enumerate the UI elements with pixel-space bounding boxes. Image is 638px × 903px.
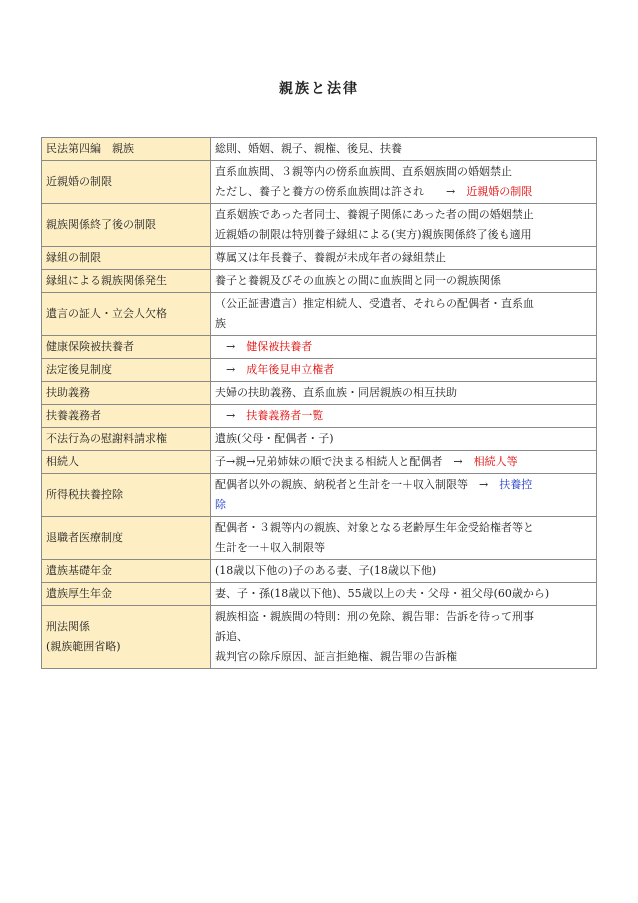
value-line — [215, 205, 592, 225]
row-label — [42, 138, 211, 161]
row-value — [211, 428, 597, 451]
row-label — [42, 270, 211, 293]
row-label-text: 民法第四編 親族 — [46, 142, 134, 155]
table-row — [42, 517, 597, 560]
value-line — [215, 452, 592, 472]
row-label — [42, 560, 211, 583]
value-text: 配偶者・３親等内の親族、対象となる老齢厚生年金受給権者等と — [215, 521, 534, 534]
value-text: 訴追、 — [215, 630, 248, 643]
table-row — [42, 405, 597, 428]
row-label-text: 相続人 — [46, 455, 79, 468]
value-line — [215, 337, 592, 357]
row-value — [211, 606, 597, 669]
row-value — [211, 451, 597, 474]
value-text: 直系姻族であった者同士、養親子関係にあった者の間の婚姻禁止 — [215, 208, 534, 221]
table-row — [42, 474, 597, 517]
row-label — [42, 517, 211, 560]
row-label — [42, 583, 211, 606]
row-label-text: 縁組の制限 — [46, 251, 101, 264]
reference-link[interactable]: 除 — [215, 498, 226, 511]
table-row — [42, 293, 597, 336]
value-text: 生計を一＋収入制限等 — [215, 541, 325, 554]
table-row — [42, 161, 597, 204]
row-label-text: 近親婚の制限 — [46, 175, 112, 188]
row-label — [42, 293, 211, 336]
row-label-text: 不法行為の慰謝料請求権 — [46, 432, 167, 445]
row-value — [211, 474, 597, 517]
value-line — [215, 225, 592, 245]
value-line — [215, 518, 592, 538]
row-label-text: 所得税扶養控除 — [46, 488, 123, 501]
value-line — [215, 429, 592, 449]
row-label — [42, 606, 211, 669]
row-label — [42, 359, 211, 382]
value-text: 子→親→兄弟姉妹の順で決まる相続人と配偶者 → — [215, 455, 474, 468]
reference-link[interactable]: 相続人等 — [473, 455, 518, 468]
reference-link[interactable]: 扶養義務者一覧 — [246, 409, 324, 422]
table-row — [42, 270, 597, 293]
table-row — [42, 138, 597, 161]
value-text: 親族相盗・親族間の特則：刑の免除、親告罪：告訴を待って刑事 — [215, 610, 534, 623]
value-line — [215, 248, 592, 268]
table-row — [42, 247, 597, 270]
row-label — [42, 247, 211, 270]
value-line — [215, 314, 592, 334]
kinship-law-table — [41, 137, 597, 669]
row-label-text: 遺族厚生年金 — [46, 587, 112, 600]
row-value — [211, 359, 597, 382]
row-value — [211, 204, 597, 247]
row-label-text: 法定後見制度 — [46, 363, 112, 376]
table-row — [42, 359, 597, 382]
row-value — [211, 583, 597, 606]
value-text: 夫婦の扶助義務、直系血族・同居親族の相互扶助 — [215, 386, 457, 399]
value-text: → — [215, 340, 247, 353]
value-line — [215, 475, 592, 495]
value-text: 直系血族間、３親等内の傍系血族間、直系姻族間の婚姻禁止 — [215, 165, 512, 178]
value-text: 近親婚の制限は特別養子縁組による(実方)親族関係終了後も適用 — [215, 228, 532, 241]
value-text: ただし、養子と養方の傍系血族間は許され → — [215, 185, 467, 198]
value-line — [215, 162, 592, 182]
row-label-text: 縁組による親族関係発生 — [46, 274, 167, 287]
value-line — [215, 538, 592, 558]
value-line — [215, 561, 592, 581]
value-line — [215, 360, 592, 380]
row-label — [42, 336, 211, 359]
reference-link[interactable]: 近親婚の制限 — [466, 185, 533, 198]
row-value — [211, 560, 597, 583]
row-label — [42, 405, 211, 428]
table-row — [42, 451, 597, 474]
value-text: 妻、子・孫(18歳以下他)、55歳以上の夫・父母・祖父母(60歳から) — [215, 587, 550, 600]
value-text: 配偶者以外の親族、納税者と生計を一＋収入制限等 → — [215, 478, 500, 491]
row-value — [211, 405, 597, 428]
value-line — [215, 607, 592, 627]
value-text: 族 — [215, 317, 226, 330]
value-text: 養子と養親及びその血族との間に血族間と同一の親族関係 — [215, 274, 501, 287]
value-text: → — [215, 363, 247, 376]
table-row — [42, 560, 597, 583]
row-value — [211, 517, 597, 560]
row-label — [42, 382, 211, 405]
row-label — [42, 161, 211, 204]
row-label-text: (親族範囲省略) — [46, 640, 121, 653]
value-line — [215, 182, 592, 202]
reference-link[interactable]: 扶養控 — [499, 478, 533, 491]
row-label-text: 遺族基礎年金 — [46, 564, 112, 577]
row-label — [42, 474, 211, 517]
row-value — [211, 161, 597, 204]
row-value — [211, 270, 597, 293]
value-text: （公正証書遺言）推定相続人、受遺者、それらの配偶者・直系血 — [215, 297, 534, 310]
value-line — [215, 383, 592, 403]
reference-link[interactable]: 成年後見申立権者 — [246, 363, 335, 376]
table-row — [42, 583, 597, 606]
table-row — [42, 204, 597, 247]
row-label-text: 親族関係終了後の制限 — [46, 218, 156, 231]
value-line — [215, 271, 592, 291]
row-value — [211, 382, 597, 405]
row-label-text: 刑法関係 — [46, 620, 90, 633]
document-title: 親族と法律 — [279, 81, 359, 97]
row-label-text: 遺言の証人・立会人欠格 — [46, 307, 167, 320]
value-text: 遺族(父母・配偶者・子) — [215, 432, 334, 445]
row-value — [211, 336, 597, 359]
table-row — [42, 606, 597, 669]
reference-link[interactable]: 健保被扶養者 — [246, 340, 313, 353]
value-line — [215, 495, 592, 515]
value-line — [215, 139, 592, 159]
row-label — [42, 451, 211, 474]
row-label-text: 退職者医療制度 — [46, 531, 123, 544]
row-label-text: 扶助義務 — [46, 386, 90, 399]
row-label-text: 健康保険被扶養者 — [46, 340, 134, 353]
row-value — [211, 293, 597, 336]
table-row — [42, 336, 597, 359]
value-text: 裁判官の除斥原因、証言拒絶権、親告罪の告訴権 — [215, 650, 457, 663]
value-text: 総則、婚姻、親子、親権、後見、扶養 — [215, 142, 402, 155]
value-line — [215, 406, 592, 426]
value-line — [215, 584, 592, 604]
value-line — [215, 627, 592, 647]
row-value — [211, 138, 597, 161]
row-label — [42, 428, 211, 451]
value-line — [215, 294, 592, 314]
value-text: (18歳以下他の)子のある妻、子(18歳以下他) — [215, 564, 437, 577]
row-label — [42, 204, 211, 247]
table-row — [42, 428, 597, 451]
row-label-text: 扶養義務者 — [46, 409, 101, 422]
value-text: 尊属又は年長養子、養親が未成年者の縁組禁止 — [215, 251, 446, 264]
value-text: → — [215, 409, 247, 422]
table-row — [42, 382, 597, 405]
row-value — [211, 247, 597, 270]
value-line — [215, 647, 592, 667]
